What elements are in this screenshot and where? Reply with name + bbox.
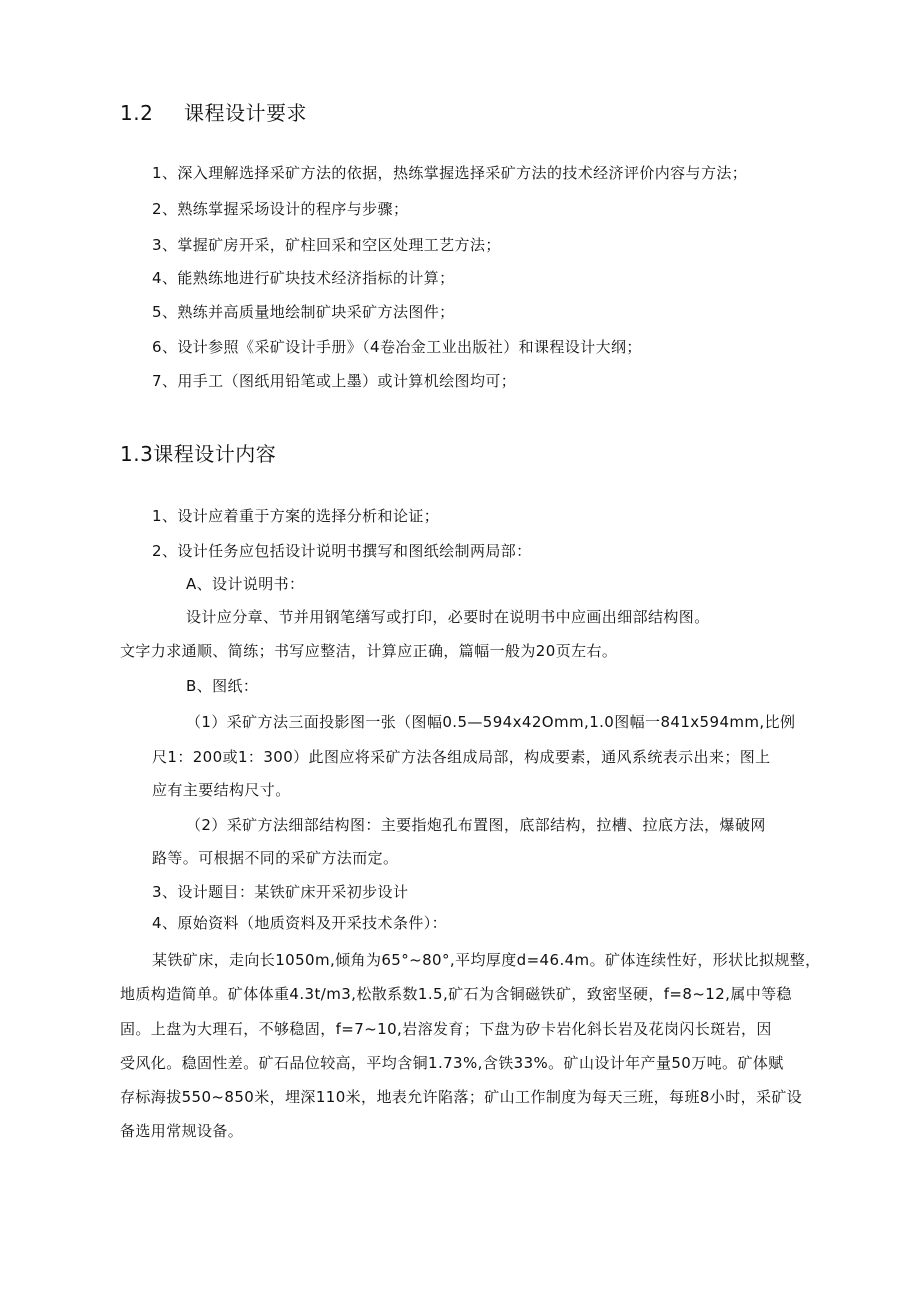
content-line: 应有主要结构尺寸。 [152,781,291,799]
content-line: 尺1：200或1：300）此图应将采矿方法各组成局部，构成要素，通风系统表示出来；图上 [152,748,771,766]
subsection-label: A、设计说明书： [186,575,305,593]
content-line: 地质构造简单。矿体体重4.3t/m3,松散系数1.5,矿石为含铜磁铁矿，致密坚硬，f=8~12,属中等稳 [120,985,792,1003]
content-line: 备选用常规设备。 [120,1122,244,1140]
requirement-item: 7、用手工（图纸用铅笔或上墨）或计算机绘图均可； [152,372,517,390]
section-heading-1-2 [120,97,307,126]
requirement-item: 6、设计参照《采矿设计手册》（4卷冶金工业出版社）和课程设计大纲； [152,338,642,356]
content-line: 1、设计应着重于方案的选择分析和论证； [152,507,440,525]
content-line: 2、设计任务应包括设计说明书撰写和图纸绘制两局部： [152,542,532,560]
content-line: 3、设计题目：某铁矿床开采初步设计 [152,883,409,901]
requirement-item: 1、深入理解选择采矿方法的依据，热练掌握选择采矿方法的技术经济评价内容与方法； [152,164,748,182]
content-line: 固。上盘为大理石，不够稳固，f=7~10,岩溶发育；下盘为矽卡岩化斜长岩及花岗闪长斑岩，因 [120,1020,772,1038]
requirement-item: 3、掌握矿房开采，矿柱回采和空区处理工艺方法； [152,236,501,254]
section-number: 1.2 [120,101,154,125]
content-line: 某铁矿床，走向长1050m,倾角为65°~80°,平均厚度d=46.4m。矿体连续性好，形状比拟规整， [152,951,821,969]
requirement-item: 2、熟练掌握采场设计的程序与步骤； [152,200,409,218]
content-line: 设计应分章、节并用钢笔缮写或打印，必要时在说明书中应画出细部结构图。 [186,608,710,626]
content-line: 存标海拔550~850米，埋深110米，地表允许陷落；矿山工作制度为每天三班，每班8小时，采矿设 [120,1088,803,1106]
section-title: 课程设计要求 [184,101,307,125]
content-line: （1）采矿方法三面投影图一张（图幅0.5—594x42Omm,1.0图幅一841x594mm,比例 [186,713,796,731]
content-line: 受风化。稳固性差。矿石品位较高，平均含铜1.73%,含铁33%。矿山设计年产量50万吨。矿体赋 [120,1054,784,1072]
content-line: （2）采矿方法细部结构图：主要指炮孔布置图，底部结构，拉槽、拉底方法，爆破网 [186,816,766,834]
requirement-item: 4、能熟练地进行矿块技术经济指标的计算； [152,269,455,287]
requirement-item: 5、熟练并高质量地绘制矿块采矿方法图件； [152,303,455,321]
content-line: 文字力求通顺、简练；书写应整洁，计算应正确，篇幅一般为20页左右。 [120,642,618,660]
content-line: 4、原始资料（地质资料及开采技术条件）： [152,914,448,932]
section-heading-1-3: 1.3课程设计内容 [120,442,277,466]
content-line: 路等。可根据不同的采矿方法而定。 [152,849,399,867]
subsection-label: B、图纸： [186,677,259,695]
